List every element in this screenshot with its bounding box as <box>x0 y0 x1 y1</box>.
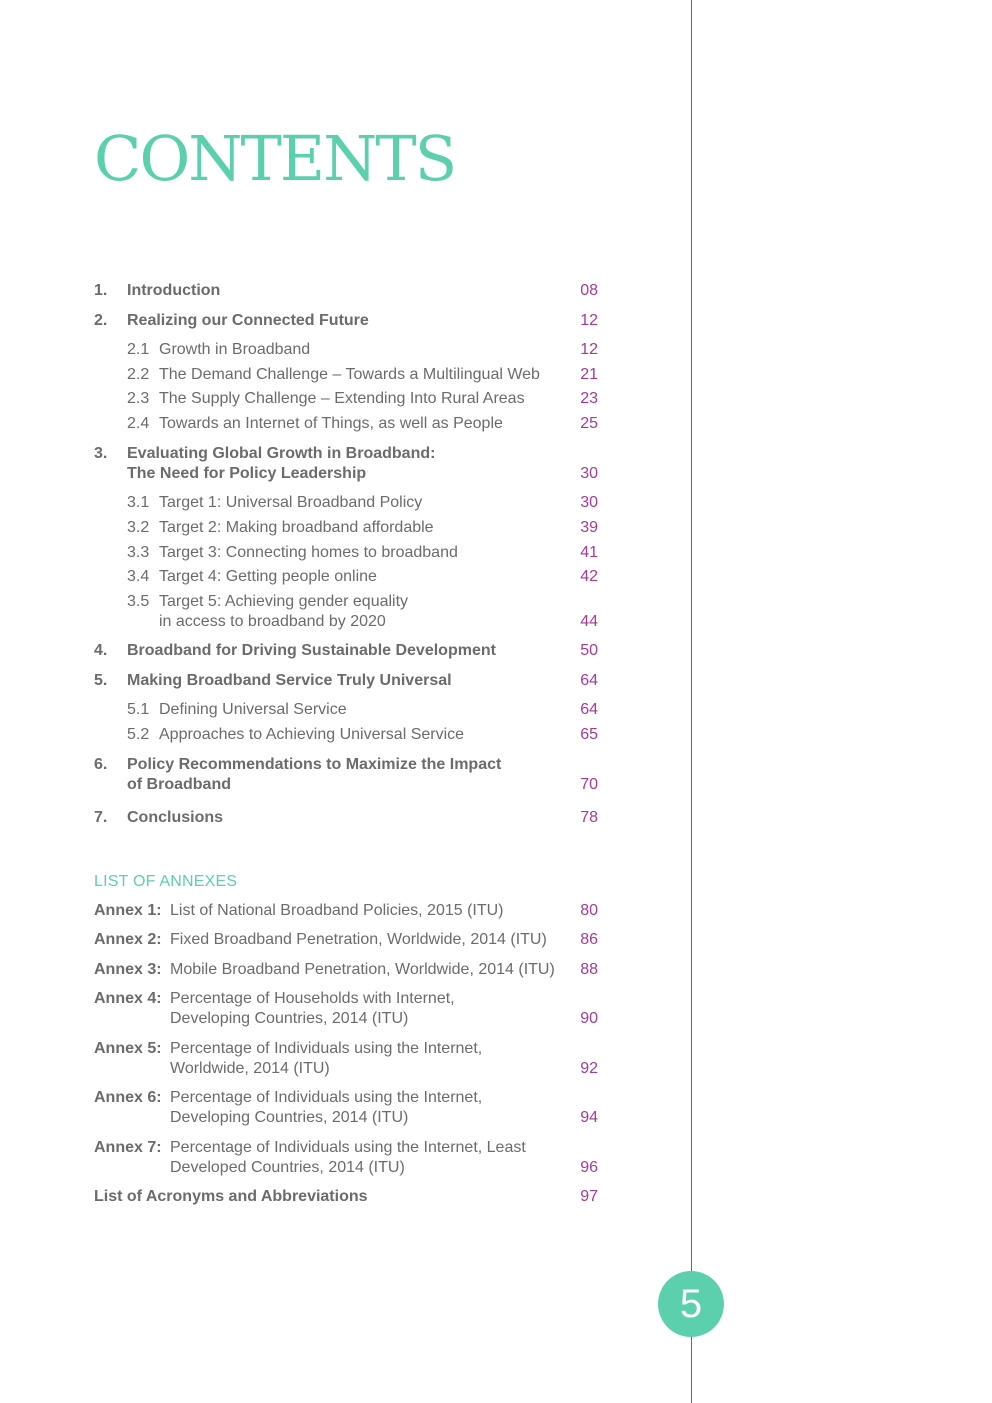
toc-page: 41 <box>580 544 598 561</box>
toc-subentry-3-1[interactable] <box>94 493 598 513</box>
toc-subentry-3-2[interactable] <box>94 518 598 538</box>
toc-subentry-2-1[interactable] <box>94 340 598 360</box>
toc-subnumber: 2.1 <box>127 341 150 358</box>
annex-title-line2: Developing Countries, 2014 (ITU) <box>170 1109 409 1126</box>
annex-label: Annex 3: <box>94 961 162 978</box>
toc-subtitle: The Supply Challenge – Extending Into Rural Areas <box>159 390 525 407</box>
annex-label: Annex 4: <box>94 990 162 1007</box>
toc-subnumber: 3.2 <box>127 519 150 536</box>
annex-label: Annex 7: <box>94 1139 162 1156</box>
annex-page: 90 <box>580 1010 598 1027</box>
toc-subnumber: 5.2 <box>127 726 150 743</box>
acronyms-page: 97 <box>580 1188 598 1205</box>
toc-page: 64 <box>580 701 598 718</box>
acronyms-title: List of Acronyms and Abbreviations <box>94 1188 368 1205</box>
toc-subtitle: Approaches to Achieving Universal Service <box>159 726 465 743</box>
toc-page: 25 <box>580 415 598 432</box>
toc-subtitle: The Demand Challenge – Towards a Multilingual Web <box>159 366 540 383</box>
toc-subtitle: Target 2: Making broadband affordable <box>159 519 434 536</box>
page-number-badge: 5 <box>658 1271 724 1337</box>
toc-subentry-3-4[interactable] <box>94 567 598 587</box>
toc-entry-6[interactable] <box>94 755 598 795</box>
toc-title: Broadband for Driving Sustainable Development <box>127 642 496 659</box>
toc-number: 3. <box>94 445 108 462</box>
annex-entry-1[interactable] <box>94 901 598 921</box>
annex-label: Annex 2: <box>94 931 162 948</box>
annex-entry-3[interactable] <box>94 960 598 980</box>
toc-page: 21 <box>580 366 598 383</box>
annex-title: Percentage of Households with Internet, <box>170 990 455 1007</box>
toc-number: 5. <box>94 672 108 689</box>
toc-subnumber: 3.4 <box>127 568 150 585</box>
toc-number: 4. <box>94 642 108 659</box>
toc-page: 30 <box>580 494 598 511</box>
toc-page: 30 <box>580 465 598 482</box>
toc-subentry-5-2[interactable] <box>94 725 598 745</box>
toc-title: Conclusions <box>127 809 224 826</box>
annex-label: Annex 6: <box>94 1089 162 1106</box>
toc-subtitle: Target 3: Connecting homes to broadband <box>159 544 458 561</box>
toc-subentry-2-3[interactable] <box>94 389 598 409</box>
toc-page: 65 <box>580 726 598 743</box>
toc-entry-1[interactable] <box>94 281 598 301</box>
annex-entry-6[interactable] <box>94 1088 598 1128</box>
annex-entry-2[interactable] <box>94 930 598 950</box>
toc-page: 78 <box>580 809 598 826</box>
annex-label: Annex 5: <box>94 1040 162 1057</box>
annex-entry-7[interactable] <box>94 1138 598 1178</box>
toc-entry-5[interactable] <box>94 671 598 691</box>
toc-subtitle-line2: in access to broadband by 2020 <box>159 613 386 630</box>
toc-number: 7. <box>94 809 108 826</box>
annex-title: Percentage of Individuals using the Internet, <box>170 1089 483 1106</box>
annex-page: 80 <box>580 902 598 919</box>
toc-subentry-3-5[interactable] <box>94 592 598 632</box>
toc-entry-7[interactable] <box>94 808 598 828</box>
toc-title-line2: of Broadband <box>127 776 231 793</box>
toc-subentry-2-2[interactable] <box>94 365 598 385</box>
toc-entry-3[interactable] <box>94 444 598 484</box>
toc-subentry-3-3[interactable] <box>94 543 598 563</box>
toc-page: 44 <box>580 613 598 630</box>
toc-page: 12 <box>580 341 598 358</box>
annex-entry-4[interactable] <box>94 989 598 1029</box>
annexes-heading: LIST OF ANNEXES <box>94 873 238 890</box>
toc-page: 39 <box>580 519 598 536</box>
annex-title: Percentage of Individuals using the Internet, <box>170 1040 483 1057</box>
annex-page: 86 <box>580 931 598 948</box>
toc-subtitle: Towards an Internet of Things, as well as People <box>159 415 503 432</box>
toc-subnumber: 3.3 <box>127 544 150 561</box>
acronyms-entry[interactable] <box>94 1187 598 1207</box>
toc-title: Realizing our Connected Future <box>127 312 369 329</box>
toc-title: Introduction <box>127 282 221 299</box>
annex-page: 88 <box>580 961 598 978</box>
page-title: CONTENTS <box>94 122 456 195</box>
toc-subtitle: Growth in Broadband <box>159 341 311 358</box>
annex-page: 96 <box>580 1159 598 1176</box>
annex-label: Annex 1: <box>94 902 162 919</box>
toc-page: 64 <box>580 672 598 689</box>
toc-subnumber: 2.3 <box>127 390 150 407</box>
annex-title-line2: Developing Countries, 2014 (ITU) <box>170 1010 409 1027</box>
toc-subentry-2-4[interactable] <box>94 414 598 434</box>
toc-title: Making Broadband Service Truly Universal <box>127 672 452 689</box>
annex-page: 94 <box>580 1109 598 1126</box>
annex-title: List of National Broadband Policies, 2015 (ITU) <box>170 902 504 919</box>
annex-entry-5[interactable] <box>94 1039 598 1079</box>
annex-title-line2: Developed Countries, 2014 (ITU) <box>170 1159 405 1176</box>
toc-number: 1. <box>94 282 108 299</box>
toc-subentry-5-1[interactable] <box>94 700 598 720</box>
annex-title: Percentage of Individuals using the Internet, Least <box>170 1139 526 1156</box>
toc-subtitle: Target 1: Universal Broadband Policy <box>159 494 423 511</box>
toc-number: 6. <box>94 756 108 773</box>
toc-entry-4[interactable] <box>94 641 598 661</box>
toc-subtitle: Target 5: Achieving gender equality <box>159 593 409 610</box>
toc-number: 2. <box>94 312 108 329</box>
toc-title: Evaluating Global Growth in Broadband: <box>127 445 436 462</box>
toc-subtitle: Target 4: Getting people online <box>159 568 377 585</box>
toc-title-line2: The Need for Policy Leadership <box>127 465 367 482</box>
toc-subnumber: 3.1 <box>127 494 150 511</box>
annex-title: Mobile Broadband Penetration, Worldwide, 2014 (ITU) <box>170 961 555 978</box>
toc-subnumber: 5.1 <box>127 701 150 718</box>
annex-title-line2: Worldwide, 2014 (ITU) <box>170 1060 330 1077</box>
toc-subnumber: 3.5 <box>127 593 150 610</box>
toc-entry-2[interactable] <box>94 311 598 331</box>
annex-page: 92 <box>580 1060 598 1077</box>
vertical-divider <box>691 0 692 1403</box>
toc-page: 42 <box>580 568 598 585</box>
toc-page: 12 <box>580 312 598 329</box>
annex-title: Fixed Broadband Penetration, Worldwide, 2014 (ITU) <box>170 931 547 948</box>
toc-subnumber: 2.4 <box>127 415 150 432</box>
toc-page: 08 <box>580 282 598 299</box>
toc-page: 50 <box>580 642 598 659</box>
toc-page: 23 <box>580 390 598 407</box>
toc-title: Policy Recommendations to Maximize the Impact <box>127 756 502 773</box>
toc-subnumber: 2.2 <box>127 366 150 383</box>
toc-page: 70 <box>580 776 598 793</box>
toc-subtitle: Defining Universal Service <box>159 701 347 718</box>
